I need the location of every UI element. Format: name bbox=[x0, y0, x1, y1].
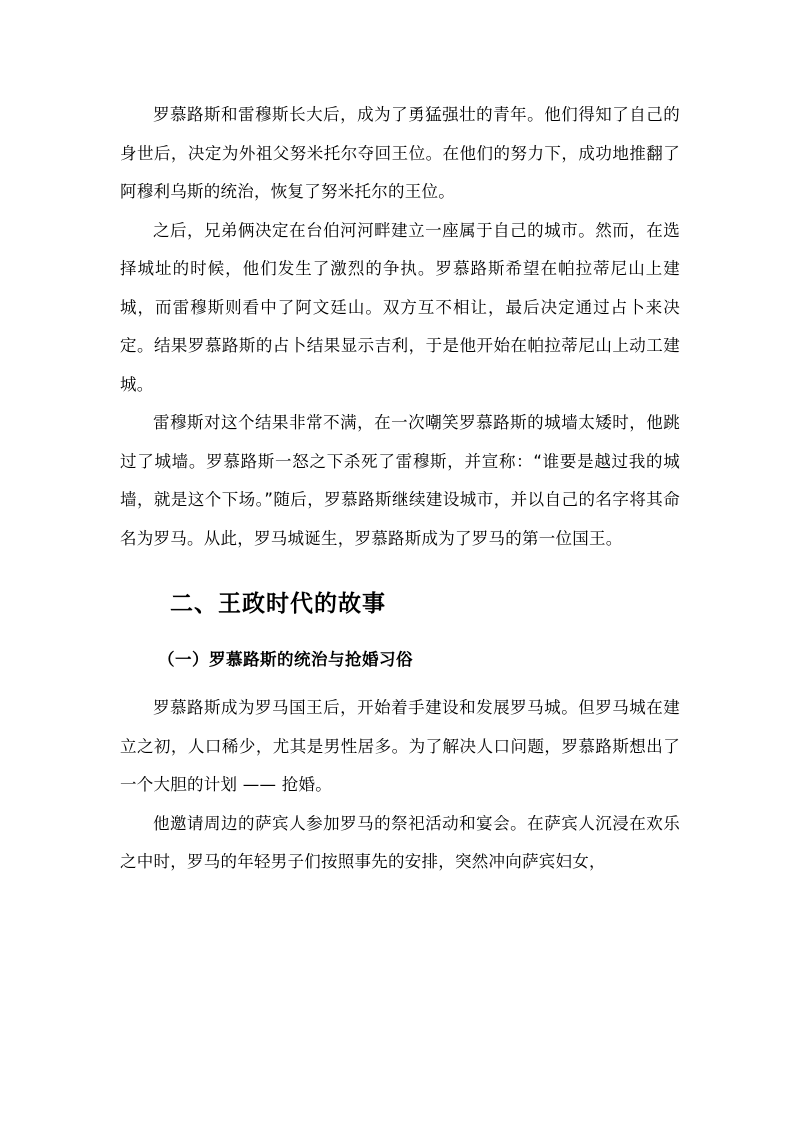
paragraph-5: 他邀请周边的萨宾人参加罗马的祭祀活动和宴会。在萨宾人沉浸在欢乐之中时，罗马的年轻男子们按照事先的安排，突然冲向萨宾妇女， bbox=[120, 813, 680, 871]
paragraph-2: 之后，兄弟俩决定在台伯河河畔建立一座属于自己的城市。然而，在选择城址的时候，他们发生了激烈的争执。罗慕路斯希望在帕拉蒂尼山上建城，而雷穆斯则看中了阿文廷山。双方互不相让，最后决定通过占卜来决定。结果罗慕路斯的占卜结果显示吉利，于是他开始在帕拉蒂尼山上动工建城。 bbox=[120, 220, 680, 394]
paragraph-3: 雷穆斯对这个结果非常不满，在一次嘲笑罗慕路斯的城墙太矮时，他跳过了城墙。罗慕路斯一怒之下杀死了雷穆斯，并宣称：“谁要是越过我的城墙，就是这个下场。”随后，罗慕路斯继续建设城市，并以自己的名字将其命名为罗马。从此，罗马城诞生，罗慕路斯成为了罗马的第一位国王。 bbox=[120, 413, 680, 548]
section-heading: 二、王政时代的故事 bbox=[170, 591, 386, 617]
subsection-heading: （一）罗慕路斯的统治与抢婚习俗 bbox=[158, 650, 413, 669]
paragraph-1: 罗慕路斯和雷穆斯长大后，成为了勇猛强壮的青年。他们得知了自己的身世后，决定为外祖父努米托尔夺回王位。在他们的努力下，成功地推翻了阿穆利乌斯的统治，恢复了努米托尔的王位。 bbox=[120, 105, 680, 201]
document-body bbox=[120, 96, 680, 882]
paragraph-4: 罗慕路斯成为罗马国王后，开始着手建设和发展罗马城。但罗马城在建立之初，人口稀少，尤其是男性居多。为了解决人口问题，罗慕路斯想出了一个大胆的计划 —— 抢婚。 bbox=[120, 698, 680, 794]
